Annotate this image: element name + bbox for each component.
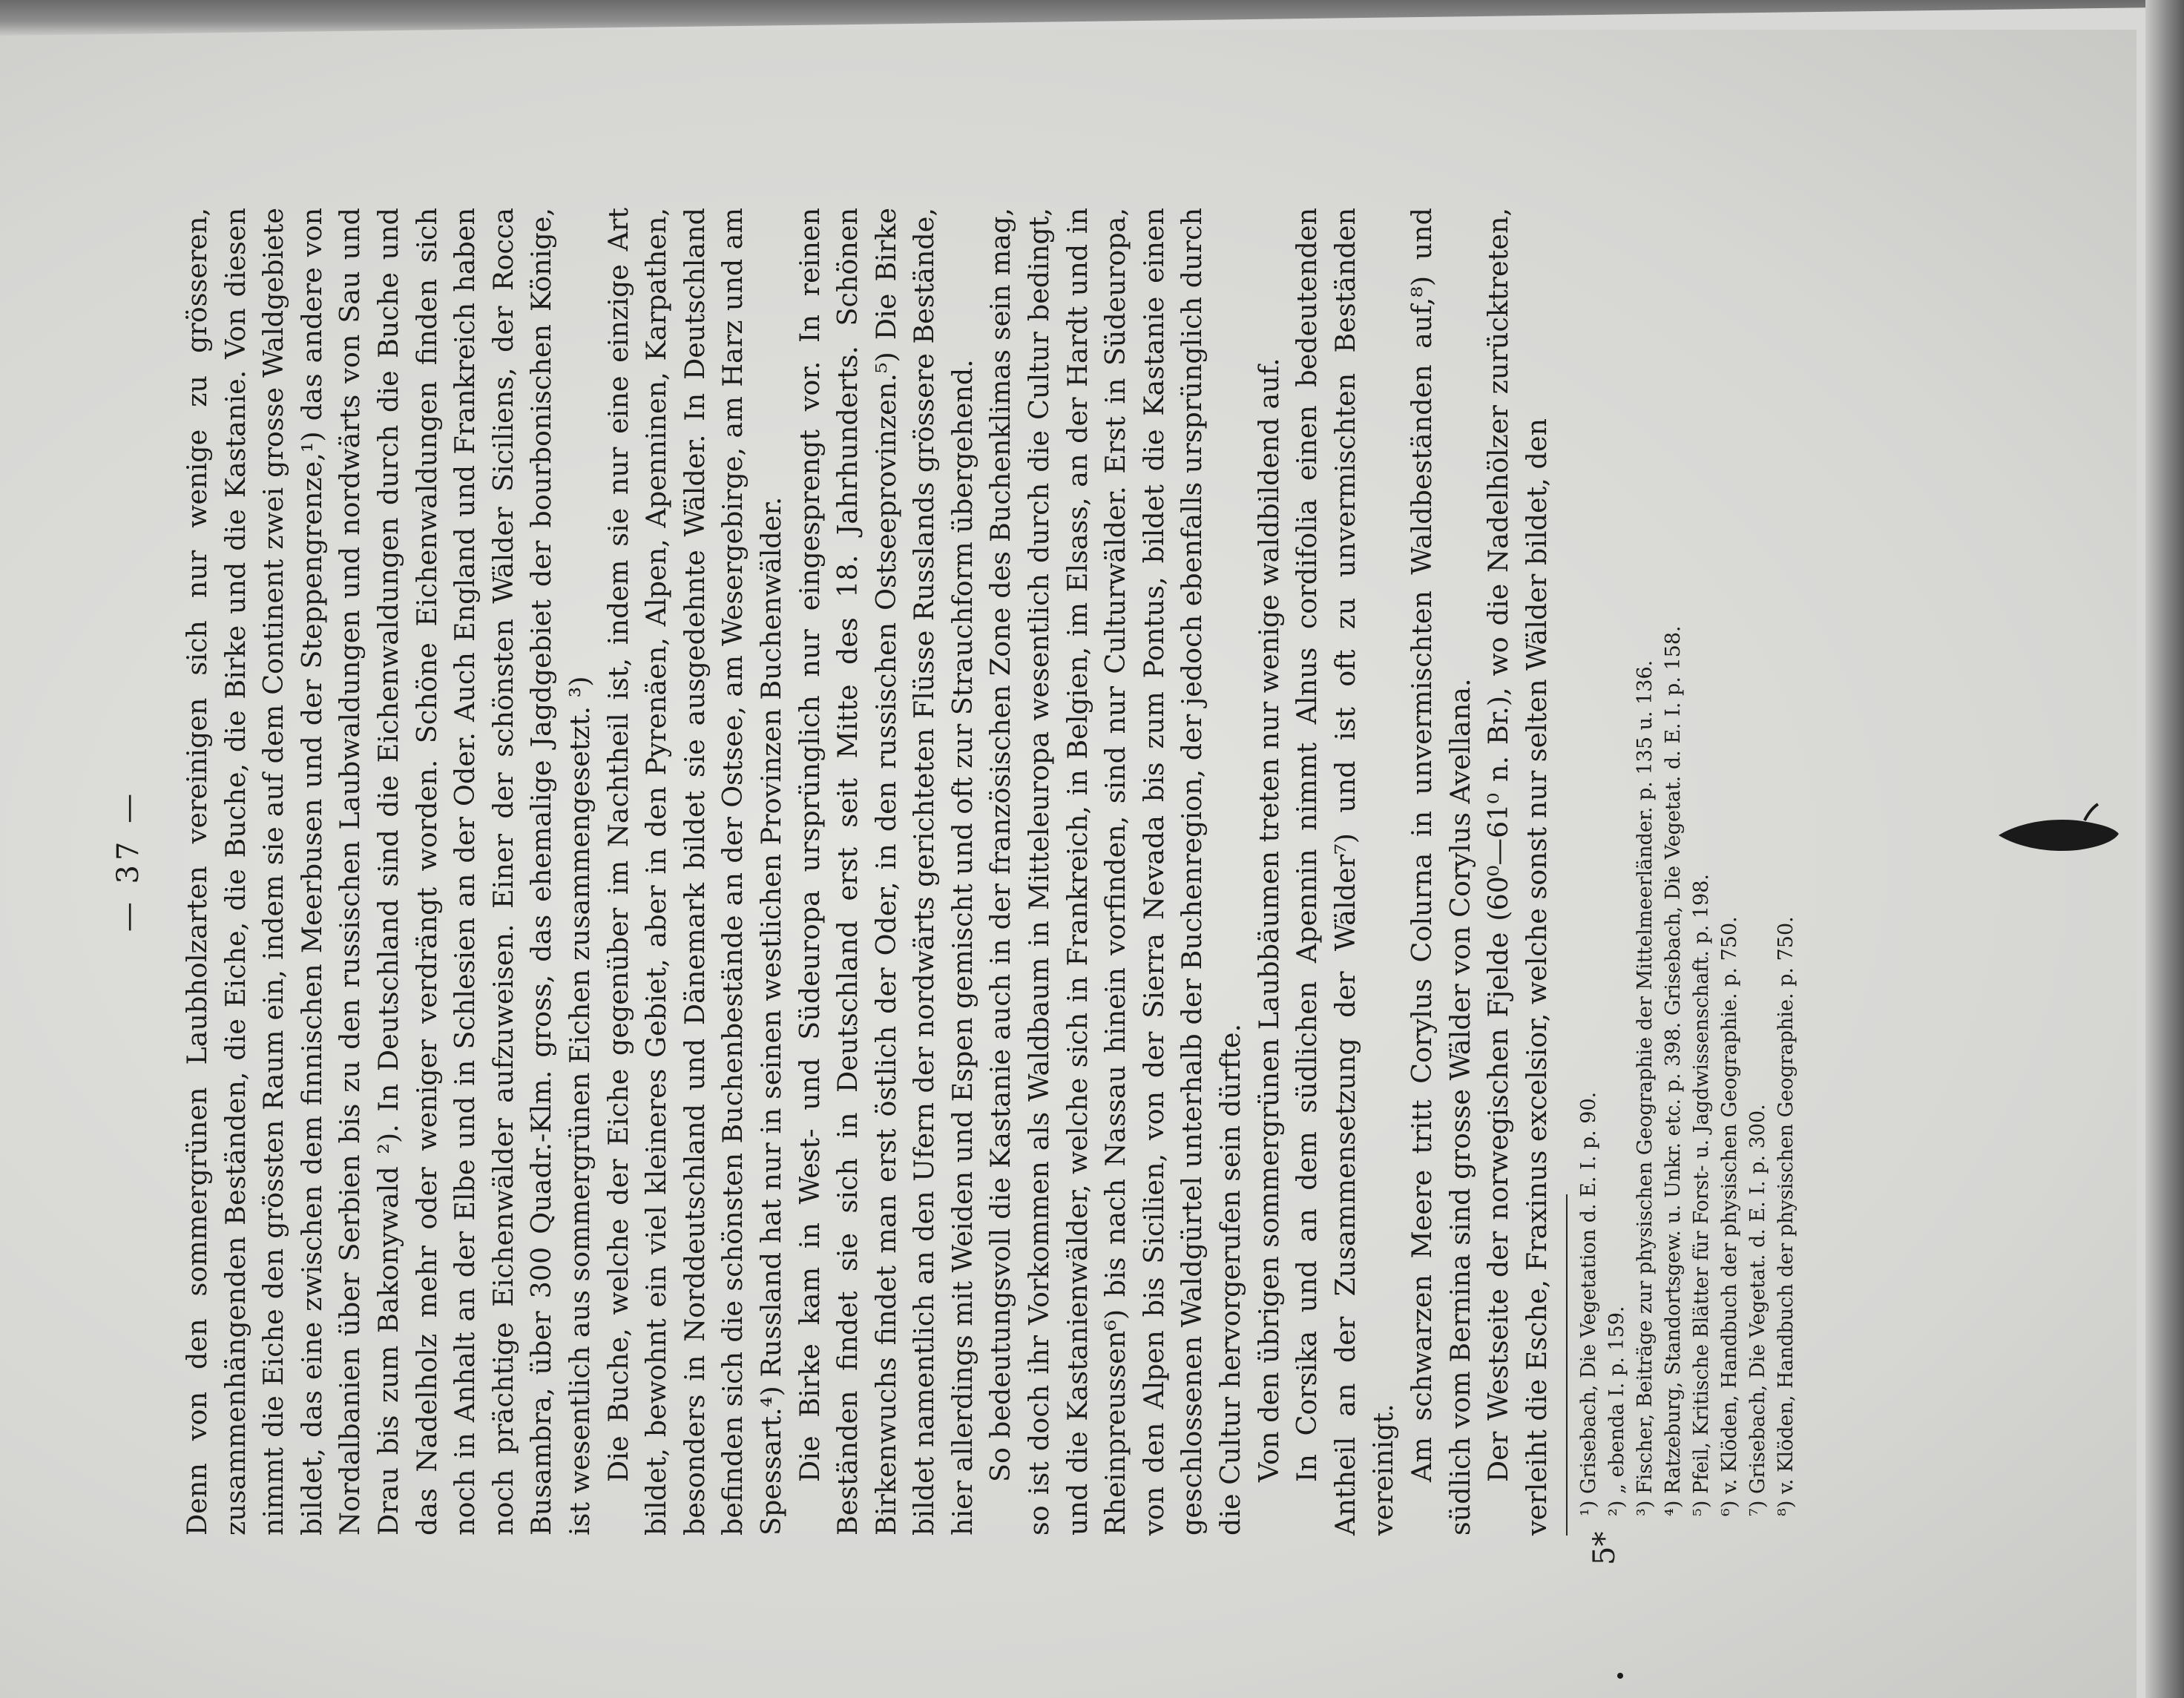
footnote-5: ⁵) Pfeil, Kritische Blätter für Forst- u. Jagdwissenschaft. p. 198. <box>1690 874 1714 1516</box>
scan-shadow-right <box>2145 0 2184 1698</box>
paragraph-3: Die Birke kam in West- und Südeuropa ursprünglich nur eingesprengt vor. In reinen Beständen findet sie sich in Deutschland erst seit Mitte des 18. Jahrhunderts. Schönen Birkenwuchs findet man erst östlich der Oder, in den russischen Ostseeprovinzen.⁵) Die Birke bildet namentlich an den Ufern der nordwärts gerichteten Flüsse Russlands grössere Bestände, hier allerdings mit Weiden und Espen gemischt und oft zur Strauchform übergehend. <box>793 208 978 1536</box>
paragraph-8: Der Westseite der norwegischen Fjelde (60⁰—61⁰ n. Br.), wo die Nadelhölzer zurücktreten, verleiht die Esche, Fraxinus excelsior, welche sonst nur selten Wälder bildet, den <box>1482 208 1553 1536</box>
ink-dot <box>1617 1673 1623 1679</box>
paragraph-4: So bedeutungsvoll die Kastanie auch in der französischen Zone des Buchenklimas sein mag, so ist doch ihr Vorkommen als Waldbaum in Mitteleuropa wesentlich durch die Cultur bedingt, und die Kastanienwälder, welche sich in Frankreich, in Belgien, im Elsass, an der Hardt und in Rheinpreussen⁶) bis nach Nassau hinein vorfinden, sind nur Culturwälder. Erst in Südeuropa, von den Alpen bis Sicilien, von der Sierra Nevada bis zum Pontus, bildet die Kastanie einen geschlossenen Waldgürtel unterhalb der Buchenregion, der jedoch ebenfalls ursprünglich durch die Cultur hervorgerufen sein dürfte. <box>984 208 1247 1536</box>
page-number: — 37 — <box>111 789 145 932</box>
footnote-4: ⁴) Ratzeburg, Standortsgew. u. Unkr. etc. p. 398. Grisebach, Die Vegetat. d. E. I. p. 158. <box>1662 625 1685 1516</box>
footnote-1: ¹) Grisebach, Die Vegetation d. E. I. p. 90. <box>1577 1091 1601 1516</box>
paragraph-6: In Corsika und an dem südlichen Apennin nimmt Alnus cordifolia einen bedeutenden Antheil an der Zusammensetzung der Wälder⁷) und ist oft zu unvermischten Beständen vereinigt. <box>1291 208 1400 1536</box>
text-block <box>178 208 1800 1536</box>
footnote-divider <box>1566 1194 1568 1536</box>
footnote-list <box>1575 208 1800 1536</box>
footnote-2: ²) „ ebenda I. p. 159. <box>1605 1306 1629 1516</box>
paragraph-2: Die Buche, welche der Eiche gegenüber im Nachtheil ist, indem sie nur eine einzige Art bildet, bewohnt ein viel kleineres Gebiet, aber in den Pyrenäen, Alpen, Apenninen, Karpathen, besonders in Norddeutschland und Dänemark bildet sie ausgedehnte Wälder. In Deutschland befinden sich die schönsten Buchenbestände an der Ostsee, am Wesergebirge, am Harz und am Spessart.⁴) Russland hat nur in seinen westlichen Provinzen Buchenwälder. <box>602 208 787 1536</box>
paragraph-5: Von den übrigen sommergrünen Laubbäumen treten nur wenige waldbildend auf. <box>1252 358 1285 1482</box>
signature-mark: 5* <box>1588 1531 1622 1565</box>
paragraph-7: Am schwarzen Meere tritt Corylus Colurna in unvermischten Waldbeständen auf,⁸) und südlich vom Bernina sind grosse Wälder von Corylus Avellana. <box>1406 208 1476 1536</box>
rotated-text-page <box>111 156 2025 1565</box>
footnote-6: ⁶) v. Klöden, Handbuch der physischen Geographie. p. 750. <box>1718 916 1742 1516</box>
footnote-3: ³) Fischer, Beiträge zur physischen Geographie der Mittelmeerländer. p. 135 u. 136. <box>1634 659 1657 1516</box>
paragraph-1: Denn von den sommergrünen Laubholzarten vereinigen sich nur wenige zu grösseren, zusammenhängenden Beständen, die Eiche, die Buche, die Birke und die Kastanie. Von diesen nimmt die Eiche den grössten Raum ein, indem sie auf dem Continent zwei grosse Waldgebiete bildet, das eine zwischen dem finnischen Meerbusen und der Steppengrenze,¹) das andere von Nordalbanien über Serbien bis zu den russischen Laubwaldungen und nordwärts von Sau und Drau bis zum Bakonywald ²). In Deutschland sind die Eichenwaldungen durch die Buche und das Nadelholz mehr oder weniger verdrängt worden. Schöne Eichenwaldungen finden sich noch in Anhalt an der Elbe und in Schlesien an der Oder. Auch England und Frankreich haben noch prächtige Eichenwälder aufzuweisen. Einer der schönsten Wälder Siciliens, der Rocca Busambra, über 300 Quadr.-Klm. gross, das ehemalige Jagdgebiet der bourbonischen Könige, ist wesentlich aus sommergrünen Eichen zusammengesetzt. ³) <box>181 208 596 1536</box>
footnote-7: ⁷) Grisebach, Die Vegetat. d. E. I. p. 300. <box>1746 1104 1770 1516</box>
footnote-8: ⁸) v. Klöden, Handbuch der physischen Geographie. p. 750. <box>1774 916 1798 1516</box>
